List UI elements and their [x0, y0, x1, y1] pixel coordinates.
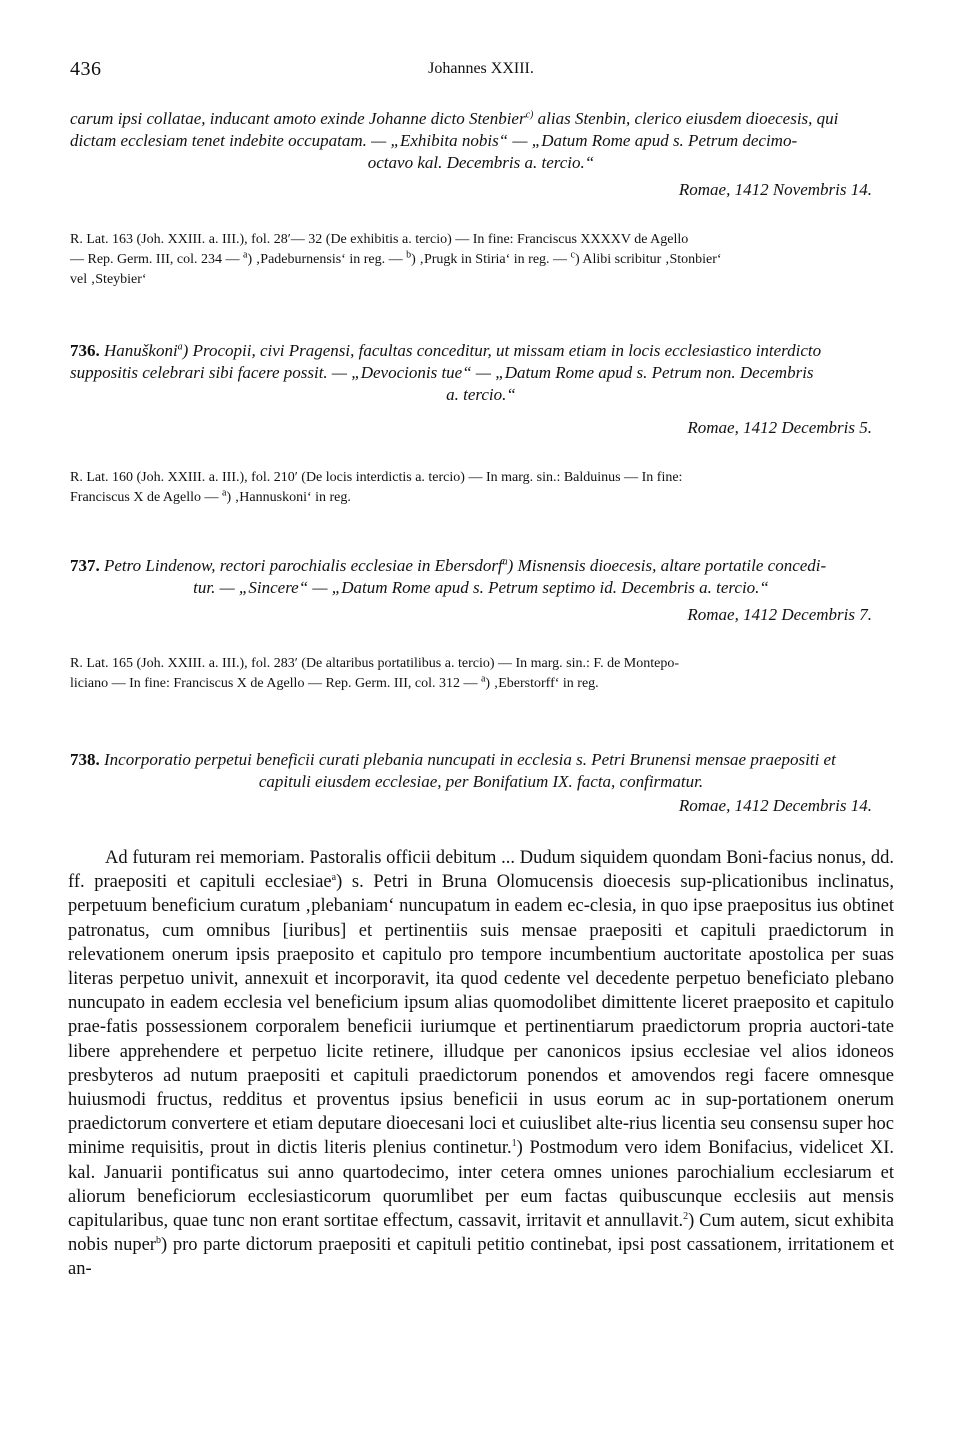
source-line — [70, 488, 892, 508]
page-header — [70, 58, 892, 82]
regest-line: dictam ecclesiam tenet indebite occupatam. — „Exhibita nobis“ — „Datum Rome apud s. Petrum decimo- — [70, 131, 798, 150]
regest-line — [70, 108, 892, 130]
regest-line: a. tercio.“ — [446, 385, 516, 404]
regest-text: alias Stenbin, clerico eiusdem dioecesis, qui — [533, 109, 839, 128]
regest-line: capituli eiusdem ecclesiae, per Bonifatium IX. facta, confirmatur. — [258, 772, 704, 791]
footnote-marker: a — [177, 341, 183, 353]
source-line: R. Lat. 165 (Joh. XXIII. a. III.), fol. 283′ (De altaribus portatilibus a. tercio) — In marg. sin.: F. de Montepo- — [70, 656, 679, 671]
regest-line — [70, 555, 892, 577]
source-text: — Rep. Germ. III, col. 234 — — [70, 252, 244, 267]
footnote-marker: c) — [525, 109, 534, 121]
body-text-segment: ) pro parte dictorum praepositi et capituli petitio continebat, ipsi post cassationem, irritationem et an- — [68, 1235, 894, 1280]
entry-736-regest — [70, 340, 892, 406]
entry-736-source — [70, 468, 892, 508]
source-text: ) ‚Hannuskoni‘ in reg. — [226, 490, 351, 505]
entry-735-source — [70, 230, 892, 290]
source-line: R. Lat. 160 (Joh. XXIII. a. III.), fol. 210′ (De locis interdictis a. tercio) — In marg. sin.: Balduinus — In fine: — [70, 470, 683, 485]
running-title: Johannes XXIII. — [428, 60, 534, 77]
entry-number: 736. — [70, 341, 100, 360]
regest-line — [70, 340, 892, 362]
source-text: liciano — In fine: Franciscus X de Agello — Rep. Germ. III, col. 312 — — [70, 676, 481, 691]
footnote-marker: b — [155, 1235, 161, 1247]
document-body-text — [68, 846, 894, 1282]
entry-number: 737. — [70, 556, 100, 575]
entry-number: 738. — [70, 750, 100, 769]
source-text: ) Alibi scribitur ‚Stonbier‘ — [575, 252, 722, 267]
entry-735-date: Romae, 1412 Novembris 14. — [678, 180, 872, 199]
source-line — [70, 674, 892, 694]
source-text: ) ‚Prugk in Stiria‘ in reg. — — [411, 252, 571, 267]
regest-text: carum ipsi collatae, inducant amoto exinde Johanne dicto Stenbier — [70, 109, 526, 128]
source-line: vel ‚Steybier‘ — [70, 272, 147, 287]
regest-text: Hanuškoni — [99, 341, 178, 360]
entry-737-source — [70, 654, 892, 694]
body-text-segment: Ad futuram rei memoriam. Pastoralis officii debitum ... Dudum siquidem quondam Boni-facius nonus, dd. ff. praepositi et capituli ecclesiae — [68, 848, 894, 893]
footnote-marker: a — [222, 487, 227, 499]
footnote-marker: 1 — [511, 1138, 517, 1150]
footnote-marker: b — [406, 249, 412, 261]
entry-738-date: Romae, 1412 Decembris 14. — [678, 796, 872, 815]
entry-735-regest — [70, 108, 892, 174]
body-text-segment: ) Cum autem, sicut exhibita nobis nuper — [68, 1211, 895, 1256]
page-number: 436 — [70, 58, 102, 80]
entry-737-regest — [70, 555, 892, 599]
regest-line: tur. — „Sincere“ — „Datum Rome apud s. Petrum septimo id. Decembris a. tercio.“ — [193, 578, 769, 597]
regest-line: octavo kal. Decembris a. tercio.“ — [367, 153, 595, 172]
entry-738-regest — [70, 749, 892, 793]
source-line: R. Lat. 163 (Joh. XXIII. a. III.), fol. 28′— 32 (De exhibitis a. tercio) — In fine: Franciscus XXXXV de Agello — [70, 232, 689, 247]
footnote-marker: 2 — [683, 1210, 689, 1222]
regest-text: Petro Lindenow, rectori parochialis ecclesiae in Ebersdorf — [99, 556, 503, 575]
footnote-marker: c — [570, 249, 575, 261]
entry-736-date: Romae, 1412 Decembris 5. — [687, 418, 872, 437]
footnote-marker: a — [331, 872, 337, 884]
body-text-segment: ) s. Petri in Bruna Olomucensis dioecesis sup-plicationibus inclinatus, perpetuum beneficium curatum ‚plebaniam‘ nuncupatum in eadem ec-clesia, in quo ipse praepositus ius obtinet patronatus, cum omnibus [iuribus] et pertinentiis suis mensae praepositi et capituli praedictorum in relevationem onerum ipsis praeposito et capitulo pro tempore incumbentium auctoritate apostolica per suas literas perpetuo univit, annexuit et incorporavit, ita quod cedente vel decedente perpetuo beneficiato plebano nuncupato in eadem ecclesia vel beneficium ipsum alias quomodolibet dimittente liceret praeposito et capitulo prae-fatis possessionem corporalem beneficii iuriumque et pertinentiarum praedictorum propria auctori-tate libere apprehendere et perpetuo licite retinere, illudque per canonicos ipsius ecclesiae vel alios idoneos presbyteros ad nutum praepositi et capituli praedictorum ponendos et amovendos regi facere omnesque huiusmodi fructus, redditus et proventus ipsius beneficii in usus eorum ac in sup-portationem onerum praedictorum convertere et etiam deputare dioecesani loci et cuiuslibet alte-rius licentia seu consensu super hoc minime requisitis, prout in dictis literis plenius continetur. — [68, 872, 894, 1159]
source-text: ) ‚Eberstorff‘ in reg. — [485, 676, 599, 691]
regest-line — [70, 749, 892, 771]
body-text-segment: ) Postmodum vero idem Bonifacius, videlicet XI. kal. Januarii pontificatus sui anno quartodecimo, inter cetera omnes uniones parochialium ecclesiarum et aliorum beneficiorum ecclesiasticorum quorumlibet per eum factas quibuscunque ecclesiis aut mensis capitularibus, quae tunc non erant sortitae effectum, cassavit, irritavit et annullavit. — [68, 1138, 894, 1232]
entry-737-date: Romae, 1412 Decembris 7. — [687, 605, 872, 624]
source-line — [70, 250, 892, 270]
regest-text: ) Procopii, civi Pragensi, facultas conceditur, ut missam etiam in locis ecclesiastico interdicto — [182, 341, 822, 360]
footnote-marker: a — [243, 249, 248, 261]
footnote-marker: a — [502, 556, 508, 568]
footnote-marker: a — [480, 673, 486, 685]
source-text: ) ‚Padeburnensis‘ in reg. — — [247, 252, 407, 267]
regest-text: ) Misnensis dioecesis, altare portatile concedi- — [507, 556, 827, 575]
regest-line: suppositis celebrari sibi facere possit. — „Devocionis tue“ — „Datum Rome apud s. Petrum non. Decembris — [70, 363, 814, 382]
source-text: Franciscus X de Agello — — [70, 490, 223, 505]
regest-text: Incorporatio perpetui beneficii curati plebania nuncupati in ecclesia s. Petri Brunensi mensae praepositi et — [99, 750, 836, 769]
